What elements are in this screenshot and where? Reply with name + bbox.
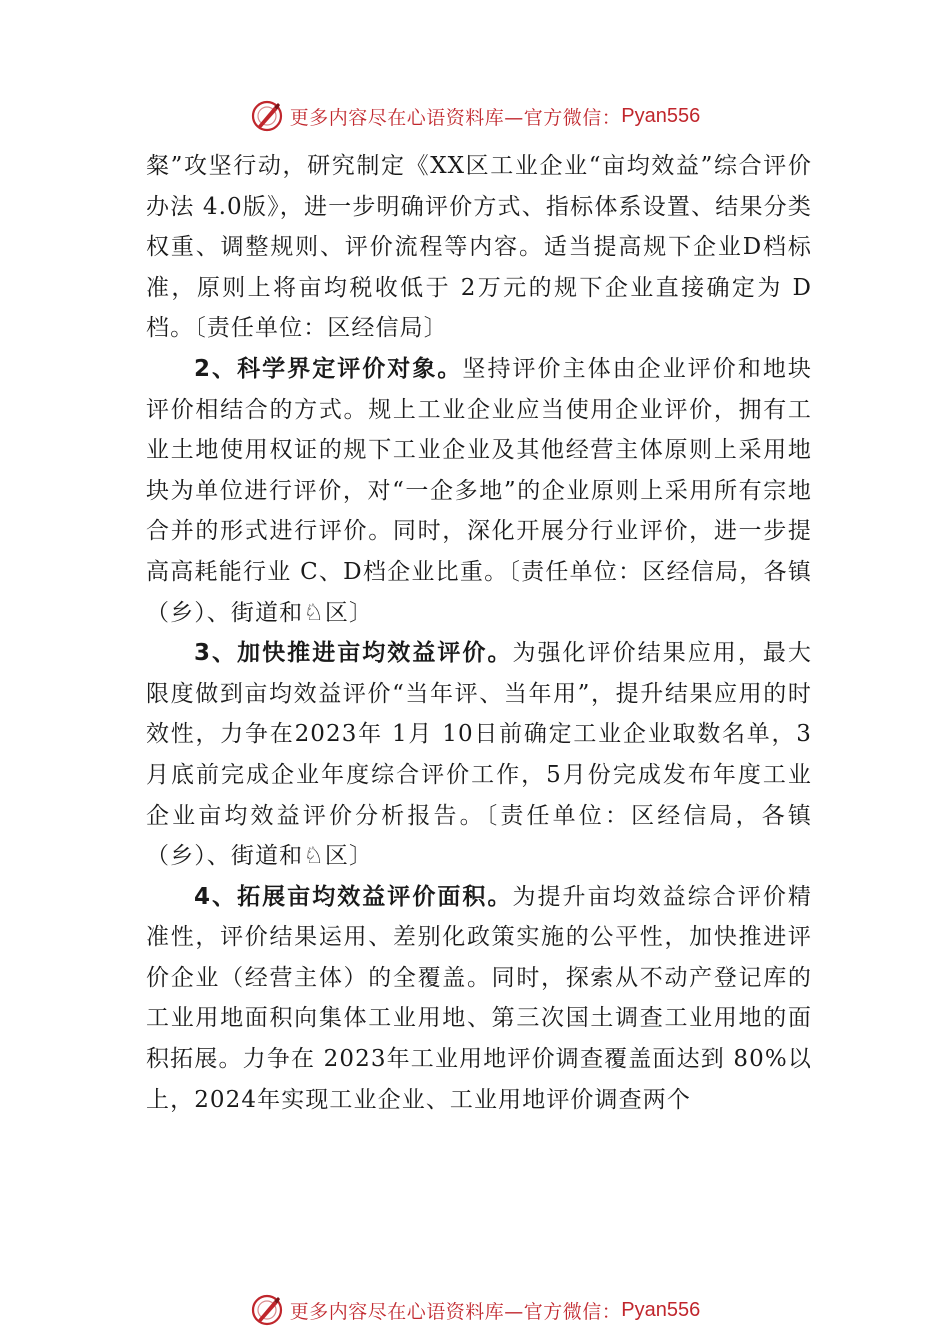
header-watermark xyxy=(0,96,950,136)
paragraph-text: 为强化评价结果应用，最大限度做到亩均效益评价“当年评、当年用”，提升结果应用的时效性，力争在2023年 1月 10日前确定工业企业取数名单，3月底前完成企业年度综合评价工作，5月份完成发布年度工业企业亩均效益评价分析报告。〔责任单位：区经信局，各镇（乡）、街道和♘区〕 xyxy=(146,640,812,870)
paragraph-continuation xyxy=(146,146,812,349)
watermark-handle: Pyan556 xyxy=(621,1298,701,1321)
paragraph-heading: 3、加快推进亩均效益评价。 xyxy=(194,640,513,667)
paragraph-heading: 2、科学界定评价对象。 xyxy=(194,355,463,382)
paragraph-heading: 4、拓展亩均效益评价面积。 xyxy=(194,883,513,910)
paragraph-item-2 xyxy=(146,349,812,633)
paragraph-text: 粲”攻坚行动，研究制定《XX区工业企业“亩均效益”综合评价办法 4.0版》，进一步明确评价方式、指标体系设置、结果分类权重、调整规则、评价流程等内容。适当提高规下企业D档标准，原则上将亩均税收低于 2万元的规下企业直接确定为 D档。〔责任单位：区经信局〕 xyxy=(146,153,812,342)
paragraph-text: 坚持评价主体由企业评价和地块评价相结合的方式。规上工业企业应当使用企业评价，拥有工业土地使用权证的规下工业企业及其他经营主体原则上采用地块为单位进行评价，对“一企多地”的企业原则上采用所有宗地合并的形式进行评价。同时，深化开展分行业评价，进一步提高高耗能行业 C、D档企业比重。〔责任单位：区经信局，各镇（乡）、街道和♘区〕 xyxy=(146,355,813,626)
document-body xyxy=(146,146,812,1120)
paragraph-item-3 xyxy=(146,633,812,877)
brush-logo-icon xyxy=(250,1293,284,1327)
watermark-text: 更多内容尽在心语资料库—官方微信： xyxy=(289,1300,622,1323)
paragraph-text: 为提升亩均效益综合评价精准性，评价结果运用、差别化政策实施的公平性，加快推进评价企业（经营主体）的全覆盖。同时，探索从不动产登记库的工业用地面积向集体工业用地、第三次国土调查工业用地的面积拓展。力争在 2023年工业用地评价调查覆盖面达到 80%以上，2024年实现工业企业、工业用地评价调查两个 xyxy=(146,883,812,1113)
watermark-text: 更多内容尽在心语资料库—官方微信： xyxy=(289,106,622,129)
footer-watermark xyxy=(0,1290,950,1330)
watermark-handle: Pyan556 xyxy=(621,104,701,127)
brush-logo-icon xyxy=(250,99,284,133)
paragraph-item-4 xyxy=(146,877,812,1121)
